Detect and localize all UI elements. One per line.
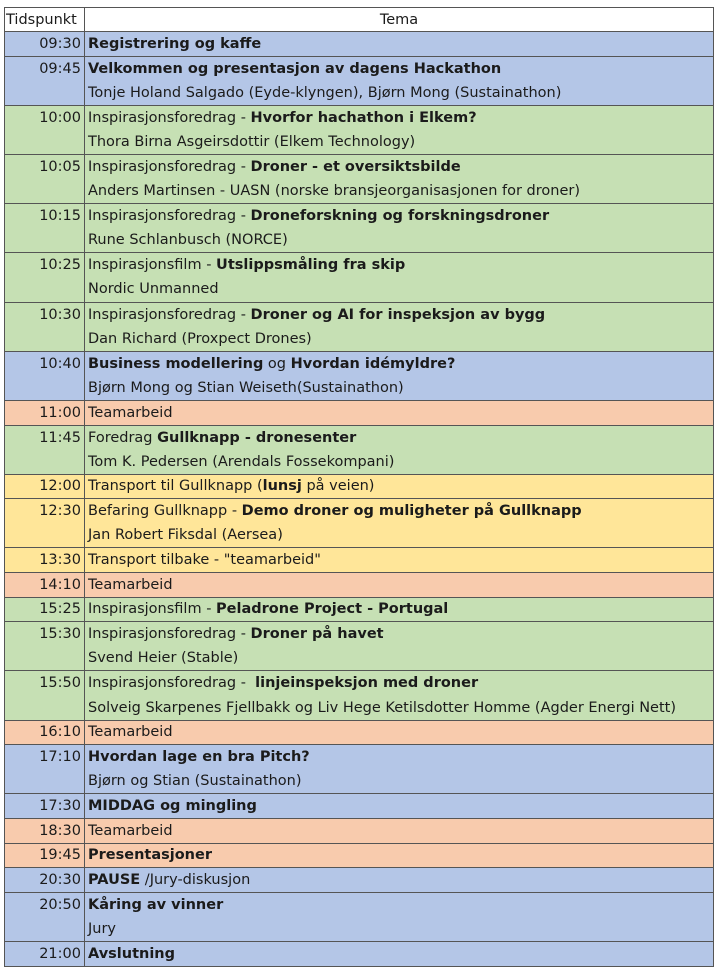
topic-text: Anders Martinsen - UASN (norske bransjeorganisasjonen for droner) xyxy=(88,183,581,200)
schedule-row xyxy=(5,720,714,745)
topic-cell xyxy=(85,573,714,598)
topic-title: Droneforskning og forskningsdroner xyxy=(250,208,550,225)
schedule-row-detail xyxy=(5,646,714,671)
schedule-row xyxy=(5,892,714,917)
topic-cell xyxy=(85,204,714,229)
topic-cell xyxy=(85,892,714,917)
topic-text: Nordic Unmanned xyxy=(88,281,219,298)
topic-title: Velkommen og presentasjon av dagens Hackathon xyxy=(88,60,502,77)
topic-title: Gullknapp - dronesenter xyxy=(157,429,357,446)
time-cell xyxy=(5,228,85,253)
time-cell: 15:50 xyxy=(5,671,85,696)
topic-title: lunsj xyxy=(262,478,302,495)
speaker-cell xyxy=(85,81,714,106)
topic-title: Peladrone Project - Portugal xyxy=(216,601,449,618)
topic-text: Inspirasjonsfilm - xyxy=(88,601,217,618)
topic-title: Presentasjoner xyxy=(88,847,212,864)
time-cell: 10:25 xyxy=(5,253,85,278)
speaker-cell xyxy=(85,228,714,253)
time-cell xyxy=(5,523,85,548)
time-cell: 15:30 xyxy=(5,622,85,647)
topic-text: på veien) xyxy=(301,478,375,495)
speaker-cell xyxy=(85,769,714,794)
topic-text: Bjørn og Stian (Sustainathon) xyxy=(88,773,302,790)
time-cell xyxy=(5,277,85,302)
time-cell xyxy=(5,646,85,671)
topic-text: Solveig Skarpenes Fjellbakk og Liv Hege Ketilsdotter Homme (Agder Energi Nett) xyxy=(88,699,677,716)
schedule-row xyxy=(5,573,714,598)
time-cell xyxy=(5,917,85,942)
time-cell: 21:00 xyxy=(5,941,85,966)
schedule-row xyxy=(5,941,714,966)
time-cell: 09:30 xyxy=(5,32,85,57)
time-cell: 18:30 xyxy=(5,819,85,844)
speaker-cell xyxy=(85,523,714,548)
topic-text: Thora Birna Asgeirsdottir (Elkem Technology) xyxy=(88,133,416,150)
topic-title: linjeinspeksjon med droner xyxy=(255,675,479,692)
schedule-row xyxy=(5,843,714,868)
time-cell: 17:30 xyxy=(5,794,85,819)
schedule-row xyxy=(5,204,714,229)
time-cell: 13:30 xyxy=(5,548,85,573)
time-cell xyxy=(5,696,85,721)
schedule-row xyxy=(5,400,714,425)
schedule-row xyxy=(5,794,714,819)
speaker-cell xyxy=(85,327,714,352)
topic-title: PAUSE xyxy=(88,871,141,888)
topic-title: Hvorfor hachathon i Elkem? xyxy=(250,109,477,126)
topic-text: Svend Heier (Stable) xyxy=(88,650,239,667)
schedule-table xyxy=(4,7,714,967)
topic-text: Befaring Gullknapp - xyxy=(88,503,242,520)
topic-title: Registrering og kaffe xyxy=(88,35,262,52)
topic-text: Inspirasjonsforedrag - xyxy=(88,159,251,176)
time-cell xyxy=(5,179,85,204)
topic-text: Bjørn Mong og Stian Weiseth(Sustainathon) xyxy=(88,379,404,396)
schedule-row xyxy=(5,671,714,696)
topic-text: Jury xyxy=(88,920,117,937)
schedule-row xyxy=(5,425,714,450)
schedule-row-detail xyxy=(5,228,714,253)
topic-cell xyxy=(85,548,714,573)
time-cell: 10:05 xyxy=(5,154,85,179)
topic-title: Demo droner og muligheter på Gullknapp xyxy=(241,503,582,520)
schedule-row xyxy=(5,548,714,573)
topic-text: Tom K. Pedersen (Arendals Fossekompani) xyxy=(88,453,395,470)
topic-cell xyxy=(85,941,714,966)
topic-cell xyxy=(85,622,714,647)
topic-title: Utslippsmåling fra skip xyxy=(216,257,406,274)
schedule xyxy=(4,7,713,967)
schedule-row xyxy=(5,597,714,622)
topic-title: Droner på havet xyxy=(250,626,384,643)
speaker-cell xyxy=(85,646,714,671)
time-cell: 20:30 xyxy=(5,868,85,893)
topic-title: Droner og AI for inspeksjon av bygg xyxy=(250,306,546,323)
topic-text: Teamarbeid xyxy=(88,404,173,421)
topic-text: Jan Robert Fiksdal (Aersea) xyxy=(88,527,283,544)
topic-cell xyxy=(85,720,714,745)
time-cell: 15:25 xyxy=(5,597,85,622)
schedule-row xyxy=(5,154,714,179)
speaker-cell xyxy=(85,130,714,155)
topic-text: Inspirasjonsforedrag - xyxy=(88,675,256,692)
speaker-cell xyxy=(85,376,714,401)
topic-cell xyxy=(85,302,714,327)
time-cell: 10:40 xyxy=(5,351,85,376)
schedule-body xyxy=(5,32,714,967)
schedule-row-detail xyxy=(5,696,714,721)
time-cell: 10:30 xyxy=(5,302,85,327)
schedule-row-detail xyxy=(5,917,714,942)
time-cell: 11:00 xyxy=(5,400,85,425)
topic-text: Inspirasjonsforedrag - xyxy=(88,306,251,323)
topic-text: Teamarbeid xyxy=(88,724,173,741)
schedule-row xyxy=(5,745,714,770)
time-cell xyxy=(5,450,85,475)
topic-cell xyxy=(85,868,714,893)
topic-cell xyxy=(85,253,714,278)
topic-cell xyxy=(85,843,714,868)
speaker-cell xyxy=(85,450,714,475)
topic-text: Tonje Holand Salgado (Eyde-klyngen), Bjørn Mong (Sustainathon) xyxy=(88,84,562,101)
schedule-row xyxy=(5,819,714,844)
header-topic: Tema xyxy=(85,8,714,32)
schedule-row xyxy=(5,351,714,376)
schedule-row xyxy=(5,32,714,57)
topic-cell xyxy=(85,351,714,376)
time-cell: 20:50 xyxy=(5,892,85,917)
schedule-row xyxy=(5,56,714,81)
time-cell xyxy=(5,376,85,401)
topic-text: Inspirasjonsforedrag - xyxy=(88,626,251,643)
time-cell: 10:00 xyxy=(5,105,85,130)
schedule-row xyxy=(5,499,714,524)
time-cell: 19:45 xyxy=(5,843,85,868)
topic-cell xyxy=(85,597,714,622)
time-cell: 10:15 xyxy=(5,204,85,229)
schedule-row-detail xyxy=(5,130,714,155)
schedule-row-detail xyxy=(5,769,714,794)
topic-title: Hvordan idémyldre? xyxy=(290,355,456,372)
schedule-row-detail xyxy=(5,450,714,475)
time-cell: 09:45 xyxy=(5,56,85,81)
header-row xyxy=(5,8,714,32)
topic-cell xyxy=(85,154,714,179)
topic-text: Transport tilbake - "teamarbeid" xyxy=(88,552,321,569)
header-time: Tidspunkt xyxy=(5,8,85,32)
topic-cell xyxy=(85,32,714,57)
topic-cell xyxy=(85,56,714,81)
time-cell: 12:30 xyxy=(5,499,85,524)
topic-text: Inspirasjonsforedrag - xyxy=(88,208,251,225)
topic-text: Teamarbeid xyxy=(88,576,173,593)
schedule-row-detail xyxy=(5,376,714,401)
time-cell: 11:45 xyxy=(5,425,85,450)
schedule-row-detail xyxy=(5,179,714,204)
time-cell xyxy=(5,130,85,155)
topic-text: Inspirasjonsforedrag - xyxy=(88,109,251,126)
time-cell: 12:00 xyxy=(5,474,85,499)
schedule-row-detail xyxy=(5,327,714,352)
time-cell xyxy=(5,81,85,106)
topic-title: Business modellering xyxy=(88,355,264,372)
topic-cell xyxy=(85,474,714,499)
topic-cell xyxy=(85,745,714,770)
topic-cell xyxy=(85,499,714,524)
topic-text: Foredrag xyxy=(88,429,158,446)
topic-title: Kåring av vinner xyxy=(88,896,224,913)
topic-title: MIDDAG og mingling xyxy=(88,798,257,815)
schedule-row xyxy=(5,868,714,893)
topic-cell xyxy=(85,819,714,844)
topic-title: Avslutning xyxy=(88,945,176,962)
speaker-cell xyxy=(85,696,714,721)
topic-text: Rune Schlanbusch (NORCE) xyxy=(88,232,288,249)
time-cell: 17:10 xyxy=(5,745,85,770)
topic-text: /Jury-diskusjon xyxy=(140,871,251,888)
speaker-cell xyxy=(85,179,714,204)
time-cell: 16:10 xyxy=(5,720,85,745)
schedule-row xyxy=(5,253,714,278)
schedule-row xyxy=(5,105,714,130)
topic-title: Hvordan lage en bra Pitch? xyxy=(88,749,310,766)
topic-text: Inspirasjonsfilm - xyxy=(88,257,217,274)
topic-text: Dan Richard (Proxpect Drones) xyxy=(88,330,312,347)
schedule-row xyxy=(5,622,714,647)
topic-text: Transport til Gullknapp ( xyxy=(88,478,263,495)
topic-title: Droner - et oversiktsbilde xyxy=(250,159,461,176)
topic-cell xyxy=(85,671,714,696)
time-cell xyxy=(5,327,85,352)
schedule-row-detail xyxy=(5,523,714,548)
time-cell: 14:10 xyxy=(5,573,85,598)
schedule-row-detail xyxy=(5,277,714,302)
schedule-row xyxy=(5,302,714,327)
topic-cell xyxy=(85,425,714,450)
schedule-row-detail xyxy=(5,81,714,106)
topic-cell xyxy=(85,794,714,819)
topic-cell xyxy=(85,105,714,130)
topic-cell xyxy=(85,400,714,425)
speaker-cell xyxy=(85,277,714,302)
time-cell xyxy=(5,769,85,794)
topic-text: og xyxy=(263,355,291,372)
speaker-cell xyxy=(85,917,714,942)
schedule-row xyxy=(5,474,714,499)
topic-text: Teamarbeid xyxy=(88,822,173,839)
